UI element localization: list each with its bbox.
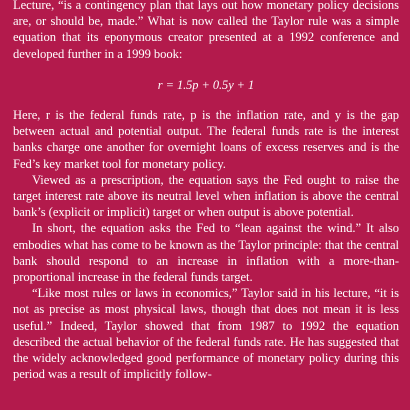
article-body <box>13 0 399 382</box>
taylor-rule-equation: r = 1.5p + 0.5y + 1 <box>157 77 255 92</box>
paragraph-definitions: Here, r is the federal funds rate, p is the inflation rate, and y is the gap between actual and potential output. The federal funds rate is the interest banks charge one another for overnight loans of excess reserves and is the Fed’s key market tool for monetary policy. <box>13 108 399 171</box>
paragraph-lean-against-wind: In short, the equation asks the Fed to “lean against the wind.” It also embodies what has come to be known as the Taylor principle: that the central bank should respond to an increase in inflation with a more-than-proportional increase in the federal funds target. <box>13 221 399 285</box>
paragraph-rules-quote: “Like most rules or laws in economics,” Taylor said in his lecture, “it is not as precise as most physical laws, though that does not mean it is less useful.” Indeed, Taylor showed that from 1987 to 1992 the equation described the actual behavior of the federal funds rate. He has suggested that the widely acknowledged good performance of monetary policy during this period was a result of implicitly follow- <box>13 286 399 382</box>
paragraph-prescription: Viewed as a prescription, the equation says the Fed ought to raise the target interest rate above its neutral level when inflation is above the central bank’s (explicit or implicit) target or when output is above potential. <box>13 172 399 220</box>
paragraph-intro: Lecture, “is a contingency plan that lays out how monetary policy decisions are, or should be, made.” What is now called the Taylor rule was a simple equation that its eponymous creator presented at a 1992 conference and developed further in a 1999 book: <box>13 0 399 61</box>
